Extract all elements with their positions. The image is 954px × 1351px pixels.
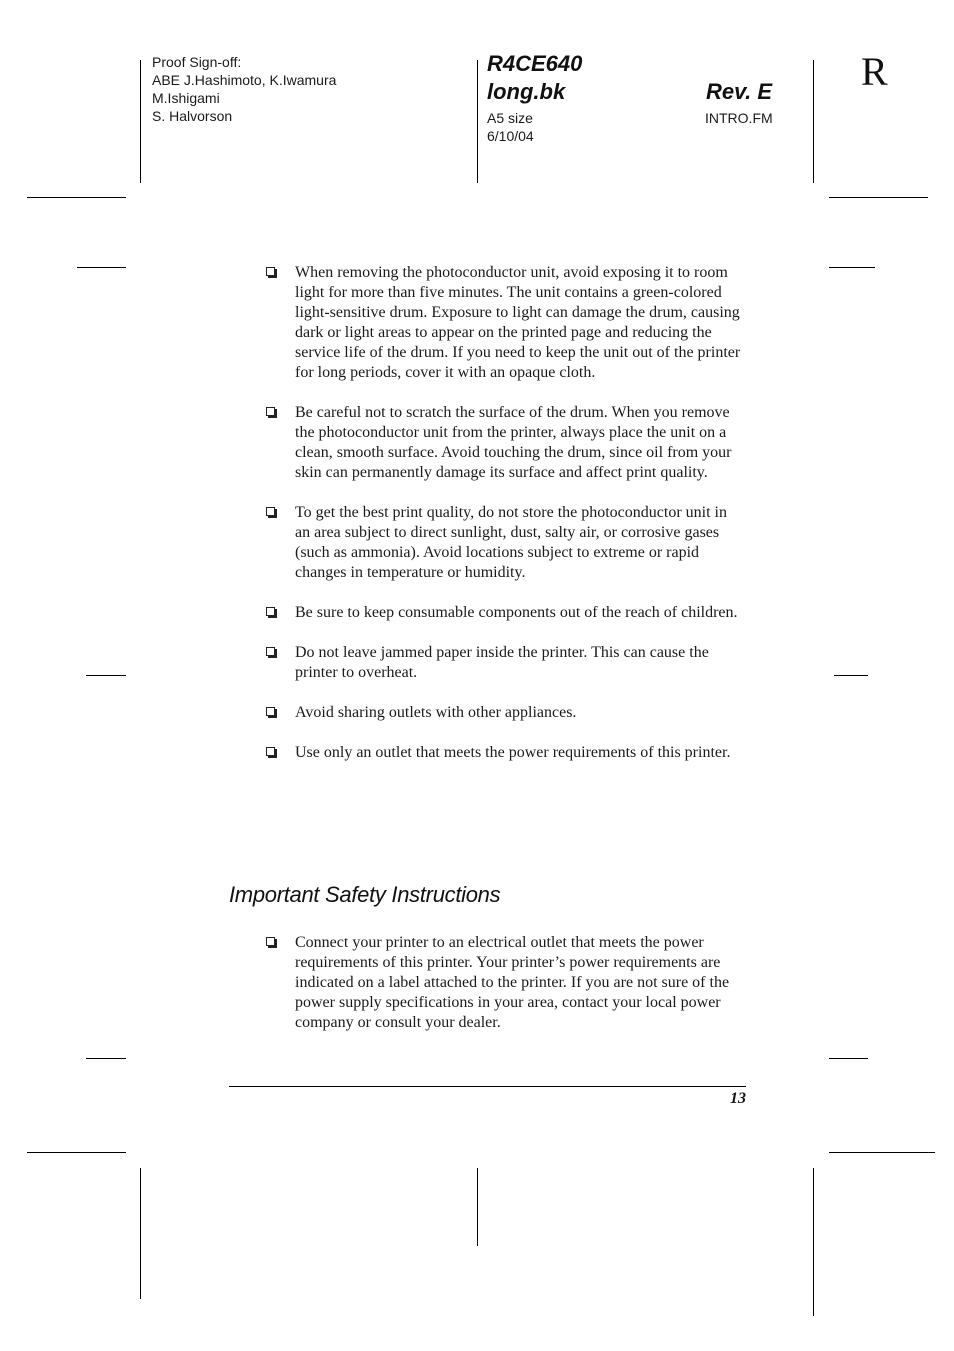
list-item-text: Connect your printer to an electrical outlet that meets the power requirements of this printer. Your printer’s power requirements are indicated on a label attached to the printer. If you are not sure of the power supply specifications in your area, contact your local power company or consult your dealer. [295,934,730,1031]
list-item [266,403,746,483]
model-code: R4CE640 [487,51,583,76]
list-item [266,743,746,763]
crop-mark-v-top-right [813,60,814,183]
proof-signoff-names-3: S. Halvorson [152,108,233,124]
crop-mark-v-bottom-left [140,1168,141,1299]
crop-mark-h-top-right [829,197,928,198]
crop-mark-v-bottom-center [477,1168,478,1246]
crop-mark-h-lower-left [86,1058,126,1059]
list-item-text: Do not leave jammed paper inside the printer. This can cause the printer to overheat. [295,644,709,681]
list-item-text: Be sure to keep consumable components out of the reach of children. [295,604,738,621]
list-item [266,933,746,1033]
paper-size: A5 size [487,110,533,126]
crop-mark-h-upper-left [77,267,126,268]
crop-mark-h-bottom-left [27,1152,126,1153]
book-name: long.bk [487,79,566,104]
list-item-text: Be careful not to scratch the surface of the drum. When you remove the photoconductor unit from the printer, always place the unit on a clean, smooth surface. Avoid touching the drum, since oil from your skin can permanently damage its surface and affect print quality. [295,404,732,481]
corner-letter: R [861,49,888,94]
proof-signoff-label: Proof Sign-off: [152,54,242,70]
checkbox-bullet-icon [266,937,275,946]
list-item [266,263,746,383]
file-name: INTRO.FM [705,110,773,126]
proof-signoff-names-2: M.Ishigami [152,90,220,106]
checkbox-bullet-icon [266,707,275,716]
revision: Rev. E [706,79,773,104]
list-item [266,643,746,683]
crop-mark-h-bottom-right [829,1152,935,1153]
checkbox-bullet-icon [266,607,275,616]
crop-mark-h-mid-left [86,675,126,676]
list-item-text: Use only an outlet that meets the power requirements of this printer. [295,744,731,761]
list-item-text: Avoid sharing outlets with other appliances. [295,704,577,721]
crop-mark-v-top-center [477,60,478,183]
crop-mark-h-mid-right [834,675,868,676]
list-item [266,503,746,583]
safety-instructions-list [266,933,746,1053]
crop-mark-h-lower-right [829,1058,868,1059]
proof-signoff-block [152,53,336,125]
list-item-text: To get the best print quality, do not store the photoconductor unit in an area subject to direct sunlight, dust, salty air, or corrosive gases (such as ammonia). Avoid locations subject to extreme or rapid changes in temperature or humidity. [295,504,727,581]
proof-date: 6/10/04 [487,128,534,144]
list-item-text: When removing the photoconductor unit, avoid exposing it to room light for more than five minutes. The unit contains a green-colored light-sensitive drum. Exposure to light can damage the drum, causing dark or light areas to appear on the printed page and reducing the service life of the drum. If you need to keep the unit out of the printer for long periods, cover it with an opaque cloth. [295,264,741,381]
crop-mark-v-top-left [140,60,141,183]
checkbox-bullet-icon [266,267,275,276]
section-heading: Important Safety Instructions [229,882,501,907]
list-item [266,703,746,723]
checkbox-bullet-icon [266,507,275,516]
checkbox-bullet-icon [266,747,275,756]
crop-mark-h-top-left [27,197,126,198]
proof-signoff-names-1: ABE J.Hashimoto, K.Iwamura [152,72,337,88]
list-item [266,603,746,623]
page-number: 13 [730,1090,746,1107]
checkbox-bullet-icon [266,407,275,416]
crop-mark-v-bottom-right [813,1168,814,1316]
precautions-list [266,263,746,783]
crop-mark-h-upper-right [829,267,875,268]
footer-rule [229,1086,746,1087]
checkbox-bullet-icon [266,647,275,656]
